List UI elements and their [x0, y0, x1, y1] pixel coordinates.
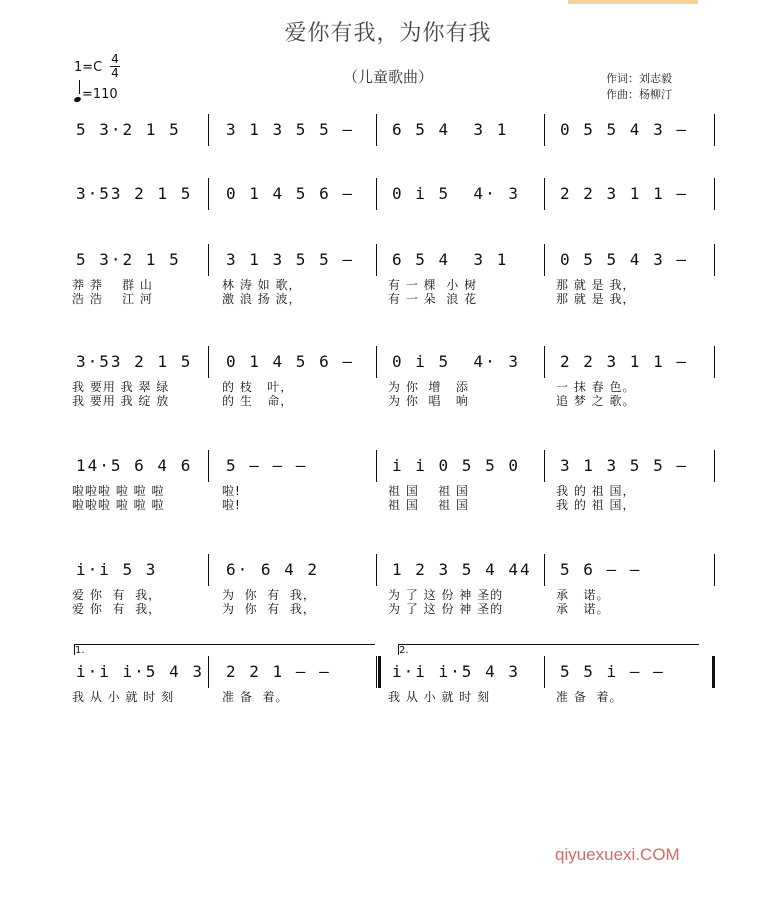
lyric-line: 啦啦啦 啦 啦 啦: [72, 498, 165, 512]
first-ending-bracket: 1.: [74, 644, 375, 655]
measure-notes: 3 1 3 5 5 –: [226, 120, 354, 139]
lyric-line: 祖 国 祖 国: [388, 498, 469, 512]
bar-line: [376, 244, 377, 276]
measure-notes: 2 2 3 1 1 –: [560, 184, 688, 203]
measure-notes: i·i i·5 4 3: [392, 662, 520, 681]
measure-notes: 6· 6 4 2: [226, 560, 320, 579]
measure-notes: i·i i·5 4 3: [76, 662, 204, 681]
measure-notes: 0 5 5 4 3 –: [560, 120, 688, 139]
bar-line: [208, 178, 209, 210]
quarter-note-icon: [73, 96, 81, 103]
bar-line: [376, 450, 377, 482]
key-signature: 1=C: [74, 60, 103, 75]
song-title: 爱你有我，为你有我: [284, 21, 492, 46]
measure-notes: i i 0 5 5 0: [392, 456, 520, 475]
measure-notes: 0 5 5 4 3 –: [560, 250, 688, 269]
lyric-line: 啦!: [222, 498, 241, 512]
lyric-line: 为 了 这 份 神 圣的: [388, 588, 504, 602]
lyric-line: 为 你 有 我，: [222, 588, 316, 602]
bar-line: [714, 554, 715, 586]
bar-line: [208, 554, 209, 586]
lyric-line: 我 从 小 就 时 刻: [388, 690, 491, 704]
bar-line: [714, 244, 715, 276]
measure-notes: i·i 5 3: [76, 560, 158, 579]
bar-line: [376, 554, 377, 586]
measure-notes: 3·53 2 1 5: [76, 184, 193, 203]
measure-notes: 0 i 5 4· 3: [392, 184, 520, 203]
composer-credit: 作曲：杨柳汀: [606, 88, 672, 101]
bar-line: [544, 114, 545, 146]
measure-notes: 2 2 3 1 1 –: [560, 352, 688, 371]
measure-notes: 14·5 6 4 6: [76, 456, 193, 475]
time-bottom: 4: [111, 66, 119, 80]
measure-notes: 5 3·2 1 5: [76, 120, 181, 139]
bar-line: [544, 178, 545, 210]
lyric-line: 准 备 着。: [556, 690, 623, 704]
lyric-line: 承 诺。: [556, 588, 610, 602]
watermark: qiyuexuexi.COM: [555, 845, 680, 864]
bar-line: [376, 656, 377, 688]
measure-notes: 6 5 4 3 1: [392, 120, 509, 139]
lyric-line: 那 就 是 我，: [556, 292, 636, 306]
measure-notes: 0 i 5 4· 3: [392, 352, 520, 371]
lyric-line: 浩 浩 江 河: [72, 292, 153, 306]
bar-line: [544, 346, 545, 378]
lyric-line: 为 你 有 我，: [222, 602, 316, 616]
lyric-line: 追 梦 之 歌。: [556, 394, 636, 408]
lyric-line: 爱 你 有 我，: [72, 588, 162, 602]
lyric-line: 准 备 着。: [222, 690, 289, 704]
lyric-line: 我 从 小 就 时 刻: [72, 690, 175, 704]
bar-line: [376, 346, 377, 378]
song-subtitle: （儿童歌曲）: [342, 68, 433, 86]
repeat-barline: [378, 656, 381, 688]
measure-notes: 5 5 i – –: [560, 662, 665, 681]
lyric-line: 祖 国 祖 国: [388, 484, 469, 498]
lyric-line: 啦!: [222, 484, 241, 498]
measure-notes: 6 5 4 3 1: [392, 250, 509, 269]
lyric-line: 莽 莽 群 山: [72, 278, 153, 292]
bar-line: [208, 244, 209, 276]
measure-notes: 5 3·2 1 5: [76, 250, 181, 269]
bar-line: [208, 346, 209, 378]
top-accent-bar: [568, 0, 698, 4]
bar-line: [544, 554, 545, 586]
lyric-line: 有 一 棵 小 树: [388, 278, 478, 292]
lyric-line: 林 涛 如 歌，: [222, 278, 302, 292]
bar-line: [208, 450, 209, 482]
bar-line: [376, 178, 377, 210]
measure-notes: 3 1 3 5 5 –: [226, 250, 354, 269]
second-ending-bracket: 2.: [398, 644, 699, 655]
lyric-line: 我 要用 我 绽 放: [72, 394, 170, 408]
bar-line: [544, 450, 545, 482]
measure-notes: 3 1 3 5 5 –: [560, 456, 688, 475]
bar-line: [714, 114, 715, 146]
measure-notes: 1 2 3 5 4 44: [392, 560, 532, 579]
lyric-line: 承 诺。: [556, 602, 610, 616]
lyricist-credit: 作词：刘志毅: [606, 72, 672, 85]
lyric-line: 的 枝 叶，: [222, 380, 294, 394]
time-top: 4: [111, 52, 119, 66]
tempo-marking: [74, 84, 118, 102]
bar-line: [714, 178, 715, 210]
time-signature: [110, 53, 120, 80]
lyric-line: 的 生 命，: [222, 394, 294, 408]
bar-line: [712, 656, 715, 688]
measure-notes: 0 1 4 5 6 –: [226, 184, 354, 203]
measure-notes: 0 1 4 5 6 –: [226, 352, 354, 371]
lyric-line: 啦啦啦 啦 啦 啦: [72, 484, 165, 498]
bar-line: [544, 244, 545, 276]
note-stem: [79, 80, 80, 94]
lyric-line: 我 的 祖 国，: [556, 484, 636, 498]
bar-line: [376, 114, 377, 146]
bar-line: [208, 114, 209, 146]
bar-line: [714, 450, 715, 482]
lyric-line: 一 抹 春 色。: [556, 380, 636, 394]
lyric-line: 激 浪 扬 波，: [222, 292, 302, 306]
measure-notes: 2 2 1 – –: [226, 662, 331, 681]
lyric-line: 为 你 增 添: [388, 380, 469, 394]
lyric-line: 为 你 唱 响: [388, 394, 469, 408]
tempo-value: =110: [82, 87, 118, 102]
bar-line: [544, 656, 545, 688]
lyric-line: 我 的 祖 国，: [556, 498, 636, 512]
measure-notes: 5 – – –: [226, 456, 308, 475]
lyric-line: 我 要用 我 翠 绿: [72, 380, 170, 394]
lyric-line: 有 一 朵 浪 花: [388, 292, 478, 306]
bar-line: [714, 346, 715, 378]
lyric-line: 爱 你 有 我，: [72, 602, 162, 616]
measure-notes: 5 6 – –: [560, 560, 642, 579]
lyric-line: 为 了 这 份 神 圣的: [388, 602, 504, 616]
measure-notes: 3·53 2 1 5: [76, 352, 193, 371]
bar-line: [208, 656, 209, 688]
lyric-line: 那 就 是 我，: [556, 278, 636, 292]
